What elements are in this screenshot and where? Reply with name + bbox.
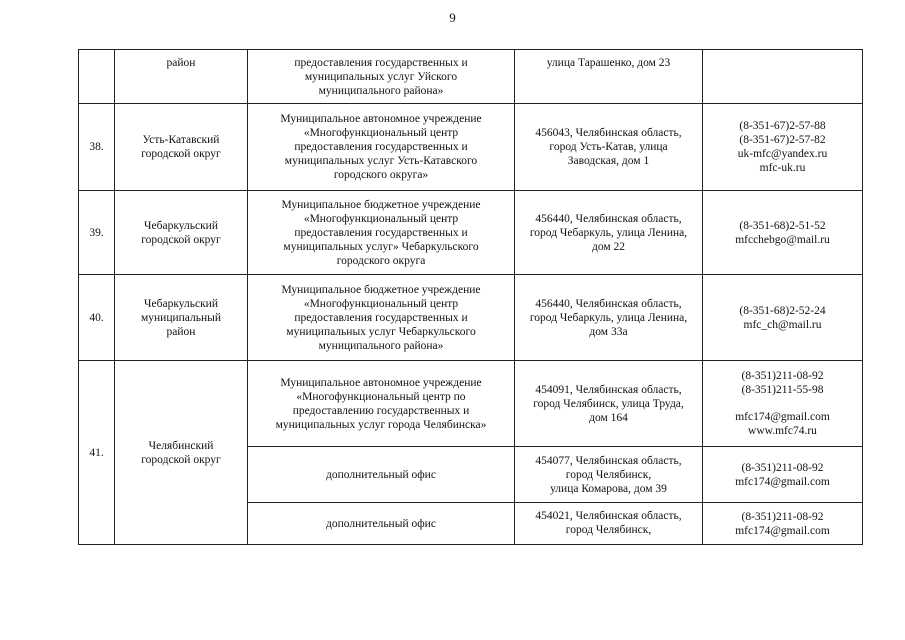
contacts-cell — [703, 275, 863, 361]
text-line: предоставления государственных и — [294, 141, 468, 153]
text-line: Заводская, дом 1 — [567, 155, 650, 167]
text-line: 456440, Челябинская область, — [535, 297, 682, 310]
text-line: Муниципальное автономное учреждение — [280, 113, 482, 125]
contacts-cell — [703, 503, 863, 545]
text-line: Чебаркульский — [144, 297, 218, 310]
text-line: город Челябинск, — [565, 524, 652, 536]
address-cell — [515, 361, 703, 447]
district-cell — [115, 275, 248, 361]
table-row — [79, 361, 863, 447]
text-line: дом 164 — [589, 411, 628, 424]
text-line: улица Тарашенко, дом 23 — [546, 57, 671, 69]
text-line: «Многофункциональный центр — [303, 297, 459, 310]
text-line: (8-351-68)2-51-52 — [739, 219, 826, 232]
contacts-cell — [703, 104, 863, 191]
text-line: www.mfc74.ru — [748, 425, 817, 437]
text-line: uk-mfc@yandex.ru — [737, 148, 828, 160]
text-line: (8-351-68)2-52-24 — [739, 304, 826, 317]
row-number: 41. — [79, 361, 115, 545]
text-line: mfc174@gmail.com — [735, 411, 830, 423]
text-line: муниципального района» — [318, 339, 444, 352]
text-line: Муниципальное бюджетное учреждение — [281, 198, 481, 211]
text-line: mfc174@gmail.com — [735, 524, 830, 537]
text-line: mfc_ch@mail.ru — [743, 318, 822, 331]
address-cell — [515, 447, 703, 503]
text-line: 454077, Челябинская область, — [535, 454, 682, 467]
address-cell — [515, 503, 703, 545]
text-line: дополнительный офис — [326, 517, 436, 530]
text-line: (8-351-67)2-57-88 — [739, 120, 826, 132]
text-line: муниципального района» — [318, 85, 444, 97]
district-cell — [115, 104, 248, 191]
organization-cell — [248, 503, 515, 545]
text-line: mfc-uk.ru — [759, 162, 806, 174]
address-cell — [515, 50, 703, 104]
table-row — [79, 275, 863, 361]
text-line: улица Комарова, дом 39 — [550, 482, 667, 495]
text-line: город Усть-Катав, улица — [549, 141, 668, 153]
organization-cell — [248, 104, 515, 191]
contacts-cell — [703, 50, 863, 104]
table-row — [79, 50, 863, 104]
organization-cell — [248, 191, 515, 275]
text-line: (8-351-67)2-57-82 — [739, 134, 826, 146]
text-line: городского округа» — [333, 169, 429, 181]
text-line: муниципальных услуг» Чебаркульского — [283, 240, 479, 253]
text-line: городской округ — [141, 233, 221, 246]
text-line: Муниципальное автономное учреждение — [280, 376, 482, 389]
organization-cell — [248, 361, 515, 447]
text-line: город Чебаркуль, улица Ленина, — [529, 226, 688, 239]
contacts-cell — [703, 361, 863, 447]
table-row — [79, 191, 863, 275]
address-cell — [515, 191, 703, 275]
organization-cell — [248, 275, 515, 361]
text-line: город Чебаркуль, улица Ленина, — [529, 311, 688, 324]
table-row — [79, 104, 863, 191]
district-cell — [115, 361, 248, 545]
text-line: 456440, Челябинская область, — [535, 212, 682, 225]
text-line: Муниципальное бюджетное учреждение — [281, 283, 481, 296]
mfc-table — [78, 49, 863, 545]
text-line: город Челябинск, — [565, 468, 652, 481]
text-line: предоставления государственных и — [294, 57, 468, 69]
text-line: район — [166, 325, 196, 338]
text-line: муниципальный — [140, 311, 222, 324]
text-line: муниципальных услуг Уйского — [304, 71, 458, 83]
address-cell — [515, 104, 703, 191]
row-number: 38. — [79, 104, 115, 191]
text-line: 456043, Челябинская область, — [535, 127, 682, 139]
page-number: 9 — [449, 10, 456, 25]
text-line: 454021, Челябинская область, — [535, 510, 682, 522]
text-line: Чебаркульский — [144, 219, 218, 232]
contacts-cell — [703, 447, 863, 503]
row-number: 39. — [79, 191, 115, 275]
phone-list — [706, 369, 859, 397]
text-line: муниципальных услуг Усть-Катавского — [284, 155, 478, 167]
text-line: муниципальных услуг Чебаркульского — [286, 325, 476, 338]
text-line: (8-351)211-08-92 — [741, 461, 824, 474]
text-line: предоставления государственных и — [294, 226, 468, 239]
text-line: предоставления государственных и — [294, 311, 468, 324]
text-line: Челябинский — [148, 439, 214, 452]
district-cell — [115, 191, 248, 275]
text-line: Усть-Катавский — [142, 134, 220, 146]
text-line: (8-351)211-08-92 — [741, 510, 824, 523]
text-line: «Многофункциональный центр — [303, 127, 459, 139]
text-line: (8-351)211-08-92 — [741, 370, 824, 382]
address-cell — [515, 275, 703, 361]
text-line: mfcchebgo@mail.ru — [735, 233, 830, 246]
text-line: дополнительный офис — [326, 468, 436, 481]
district-cell — [115, 50, 248, 104]
organization-cell — [248, 50, 515, 104]
text-line: район — [166, 57, 196, 69]
text-line: (8-351)211-55-98 — [741, 384, 824, 396]
organization-cell — [248, 447, 515, 503]
text-line: дом 22 — [591, 240, 626, 253]
text-line: городской округ — [141, 453, 221, 466]
row-number: 40. — [79, 275, 115, 361]
text-line: городской округ — [141, 148, 221, 160]
text-line: «Многофункциональный центр — [303, 212, 459, 225]
row-number — [79, 50, 115, 104]
text-line: городского округа — [336, 254, 426, 267]
contacts-cell — [703, 191, 863, 275]
text-line: mfc174@gmail.com — [735, 475, 830, 488]
text-line: предоставлению государственных и — [292, 404, 470, 417]
text-line: город Челябинск, улица Труда, — [533, 397, 684, 410]
text-line: дом 33а — [589, 325, 628, 338]
text-line: 454091, Челябинская область, — [535, 383, 682, 396]
text-line: муниципальных услуг города Челябинска» — [275, 418, 487, 431]
web-list — [706, 410, 859, 438]
text-line: «Многофункциональный центр по — [296, 390, 466, 403]
